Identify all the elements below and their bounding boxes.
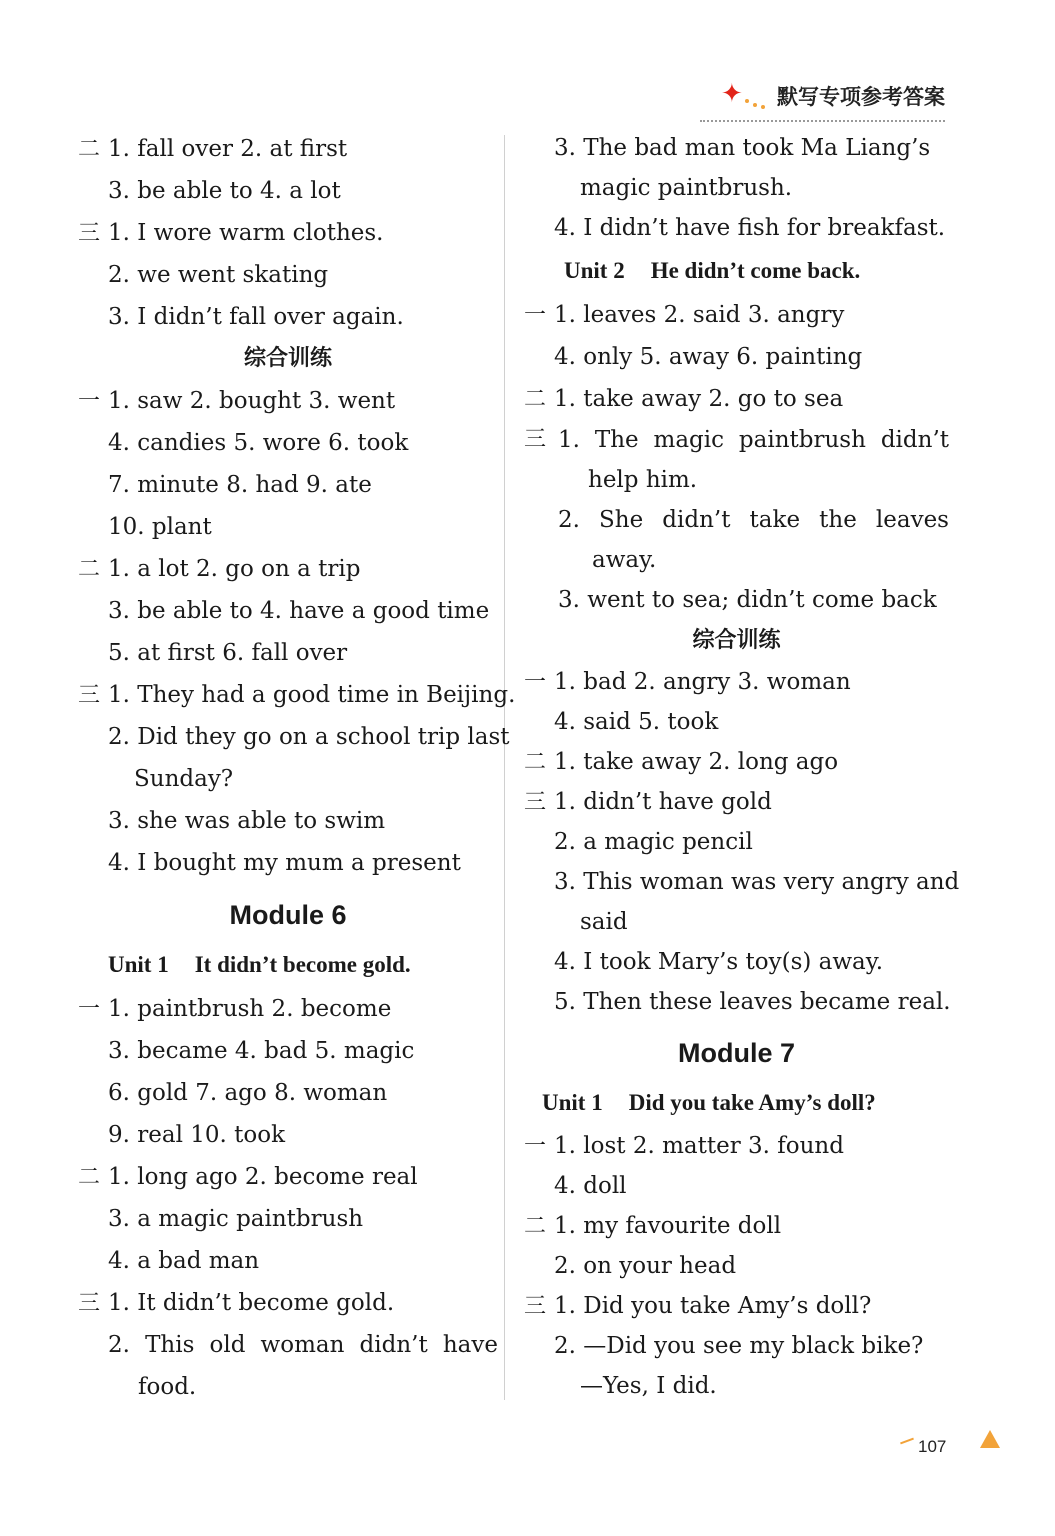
answer-word: the: [819, 507, 857, 533]
section-marker: 二: [78, 137, 101, 162]
answer-line: 3. a magic paintbrush: [108, 1206, 364, 1232]
answer-line: 7. minute 8. had 9. ate: [108, 472, 372, 498]
answer-text: 1. a lot 2. go on a trip: [108, 556, 361, 582]
answer-text: 1. I wore warm clothes.: [108, 220, 384, 246]
answer-line: 5. Then these leaves became real.: [554, 989, 951, 1015]
answer-line: [524, 1126, 949, 1166]
answer-line: 3. This woman was very angry and: [554, 869, 960, 895]
section-marker: 三: [524, 1294, 547, 1319]
answer-word: old: [209, 1332, 246, 1358]
triangle-decoration-icon: [980, 1430, 1000, 1448]
section-marker: 三: [524, 790, 547, 815]
answer-line: [78, 212, 498, 254]
answer-text: 1. take away 2. go to sea: [554, 386, 844, 412]
section-marker: 一: [78, 997, 101, 1022]
unit-name: It didn’t become gold.: [194, 952, 411, 977]
answer-text: 1. lost 2. matter 3. found: [554, 1133, 844, 1159]
page-header: [717, 76, 945, 116]
answer-line: [524, 500, 949, 540]
section-marker: 二: [524, 750, 547, 775]
answer-line: 4. I didn’t have fish for breakfast.: [554, 215, 946, 241]
answer-line: [524, 782, 949, 822]
answer-text: 1. It didn’t become gold.: [108, 1290, 395, 1316]
answer-text: 1. long ago 2. become real: [108, 1164, 418, 1190]
answer-line: magic paintbrush.: [580, 175, 793, 201]
unit-number: Unit 1: [542, 1090, 603, 1115]
answer-text: 1. Did you take Amy’s doll?: [554, 1293, 872, 1319]
answer-word: didn’t: [662, 507, 731, 533]
answer-line: 4. a bad man: [108, 1248, 260, 1274]
answer-line: said: [580, 909, 628, 935]
answer-line: 4. said 5. took: [554, 709, 719, 735]
answer-line: [78, 380, 498, 422]
answer-word: didn’t: [359, 1332, 428, 1358]
header-dotted-rule: [700, 120, 945, 122]
answer-line: 3. she was able to swim: [108, 808, 386, 834]
answer-word: The: [594, 427, 639, 453]
section-marker: 二: [524, 1214, 547, 1239]
answer-line: [524, 420, 949, 460]
answer-text: 1. bad 2. angry 3. woman: [554, 669, 851, 695]
answer-line: 4. doll: [554, 1173, 627, 1199]
answer-word: 2.: [108, 1332, 130, 1358]
answer-text: 1. leaves 2. said 3. angry: [554, 302, 845, 328]
answer-text: 1. saw 2. bought 3. went: [108, 388, 396, 414]
answer-line: [78, 128, 498, 170]
unit-name: He didn’t come back.: [650, 258, 861, 283]
section-marker: 二: [78, 1165, 101, 1190]
answer-line: [524, 742, 949, 782]
answer-line: 3. became 4. bad 5. magic: [108, 1038, 415, 1064]
answer-word: This: [145, 1332, 195, 1358]
answer-word: have: [442, 1332, 498, 1358]
module-title: Module 6: [229, 900, 347, 930]
answer-text: 1. my favourite doll: [554, 1213, 782, 1239]
section-marker: 一: [524, 670, 547, 695]
answer-text: 1. They had a good time in Beijing.: [108, 682, 516, 708]
column-divider: [504, 135, 505, 1400]
answer-line: help him.: [588, 467, 698, 493]
page-decoration-icon: [900, 1438, 914, 1445]
answer-word: leaves: [875, 507, 949, 533]
answer-line: 6. gold 7. ago 8. woman: [108, 1080, 388, 1106]
answer-line: 9. real 10. took: [108, 1122, 286, 1148]
answer-line: food.: [138, 1374, 197, 1400]
answer-line: 3. went to sea; didn’t come back: [558, 587, 937, 613]
right-column: [524, 128, 960, 1406]
section-marker: 二: [78, 557, 101, 582]
section-marker: 三: [524, 427, 547, 452]
answer-line: [524, 662, 949, 702]
answer-line: 2. a magic pencil: [554, 829, 753, 855]
answer-line: 4. only 5. away 6. painting: [554, 344, 863, 370]
answer-line: 5. at first 6. fall over: [108, 640, 348, 666]
answer-line: [524, 1286, 949, 1326]
answer-line: 3. I didn’t fall over again.: [108, 304, 404, 330]
answer-line: 2. —Did you see my black bike?: [554, 1333, 924, 1359]
unit-name: Did you take Amy’s doll?: [628, 1090, 876, 1115]
answer-line: 4. I took Mary’s toy(s) away.: [554, 949, 884, 975]
section-marker: 一: [524, 1134, 547, 1159]
answer-line: 10. plant: [108, 514, 212, 540]
answer-line: 4. I bought my mum a present: [108, 850, 461, 876]
answer-word: magic: [653, 427, 725, 453]
answer-line: [78, 1282, 498, 1324]
page-number: 107: [918, 1437, 947, 1456]
answer-line: [524, 294, 949, 336]
answer-word: woman: [260, 1332, 345, 1358]
answer-line: 4. candies 5. wore 6. took: [108, 430, 409, 456]
answer-line: [78, 988, 498, 1030]
header-title: 默写专项参考答案: [777, 85, 945, 109]
section-marker: 一: [78, 389, 101, 414]
section-marker: 二: [524, 387, 547, 412]
answer-line: 3. be able to 4. have a good time: [108, 598, 490, 624]
answer-line: away.: [592, 547, 657, 573]
answer-line: 2. Did they go on a school trip last: [108, 724, 510, 750]
unit-title: [524, 1080, 949, 1126]
module-title: Module 7: [677, 1038, 795, 1068]
answer-word: take: [749, 507, 801, 533]
answer-text: 1. take away 2. long ago: [554, 749, 839, 775]
answer-line: —Yes, I did.: [580, 1373, 717, 1399]
answer-text: 1. fall over 2. at first: [108, 136, 348, 162]
answer-line: [78, 548, 498, 590]
section-marker: 三: [78, 683, 101, 708]
answer-word: paintbrush: [738, 427, 866, 453]
answer-line: 3. The bad man took Ma Liang’s: [554, 135, 931, 161]
unit-title: [524, 248, 949, 294]
section-heading: 综合训练: [243, 346, 332, 371]
answer-line: [78, 1156, 498, 1198]
answer-text: 1. didn’t have gold: [554, 789, 772, 815]
answer-word: She: [599, 507, 644, 533]
answer-word: 1.: [558, 427, 580, 453]
answer-line: [78, 674, 516, 716]
unit-title: [78, 942, 498, 988]
section-marker: 三: [78, 221, 101, 246]
unit-number: Unit 1: [108, 952, 169, 977]
answer-line: [524, 378, 949, 420]
answer-word: didn’t: [880, 427, 949, 453]
unit-number: Unit 2: [564, 258, 625, 283]
answer-line: [78, 1324, 498, 1366]
answer-line: 2. we went skating: [108, 262, 329, 288]
answer-text: 1. paintbrush 2. become: [108, 996, 392, 1022]
answer-word: 2.: [558, 507, 580, 533]
answer-line: Sunday?: [134, 766, 234, 792]
star-decoration-icon: ✦: [717, 81, 767, 111]
section-marker: 三: [78, 1291, 101, 1316]
section-marker: 一: [524, 303, 547, 328]
left-column: [78, 128, 516, 1408]
answer-line: 3. be able to 4. a lot: [108, 178, 341, 204]
answer-line: 2. on your head: [554, 1253, 737, 1279]
section-heading: 综合训练: [692, 628, 781, 653]
answer-line: [524, 1206, 949, 1246]
